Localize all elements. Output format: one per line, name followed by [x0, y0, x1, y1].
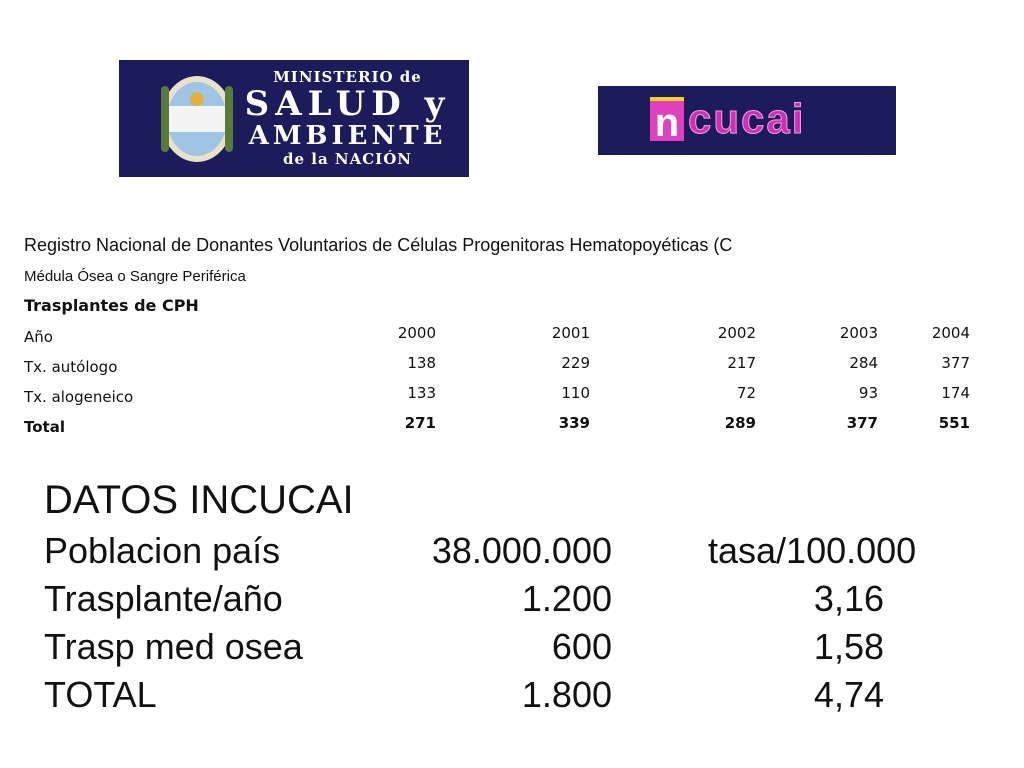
table-cell: 72	[736, 384, 756, 402]
datos-label: TOTAL	[44, 674, 157, 715]
ministerio-line4: de la NACIÓN	[283, 150, 412, 168]
table-cell: 217	[727, 354, 756, 372]
datos-value: 600	[551, 626, 612, 667]
ministerio-line1: MINISTERIO de	[273, 68, 422, 86]
ministerio-logo	[119, 60, 469, 177]
table-cell: 377	[941, 354, 970, 372]
datos-label: Trasplante/año	[44, 578, 283, 619]
year-cell: 2000	[397, 324, 436, 342]
year-cell: 2003	[839, 324, 878, 342]
table-cell: 284	[849, 354, 878, 372]
incucai-n-letter: n	[650, 97, 684, 141]
registry-subtitle: Médula Ósea o Sangre Periférica	[24, 268, 246, 285]
year-header-label: Año	[24, 328, 53, 346]
datos-row	[0, 530, 1024, 576]
datos-rate-header: tasa/100.000	[708, 530, 917, 571]
datos-label: Poblacion país	[44, 530, 281, 571]
datos-row	[0, 626, 1024, 672]
datos-rate: 3,16	[813, 578, 884, 619]
table-row	[0, 354, 1024, 378]
table-cell: 133	[407, 384, 436, 402]
cph-section-title: Trasplantes de CPH	[24, 296, 199, 315]
row-label: Tx. alogeneico	[24, 388, 134, 406]
table-cell: 551	[938, 414, 970, 432]
coat-of-arms-icon	[161, 76, 233, 162]
table-cell: 138	[407, 354, 436, 372]
year-cell: 2002	[717, 324, 756, 342]
row-label: Tx. autólogo	[24, 358, 118, 376]
table-cell: 110	[561, 384, 590, 402]
table-row	[0, 384, 1024, 408]
datos-row	[0, 578, 1024, 624]
incucai-logo	[598, 86, 896, 155]
datos-rate: 1,58	[813, 626, 884, 667]
table-cell: 377	[846, 414, 878, 432]
incucai-rest-letters: cucai	[688, 95, 806, 142]
datos-title: DATOS INCUCAI	[44, 478, 354, 522]
table-cell: 289	[724, 414, 756, 432]
year-cell: 2001	[551, 324, 590, 342]
datos-value: 38.000.000	[431, 530, 612, 571]
ministerio-line3: AMBIENTE	[248, 121, 447, 151]
table-cell: 271	[404, 414, 436, 432]
row-label: Total	[24, 418, 65, 436]
datos-label: Trasp med osea	[44, 626, 303, 667]
incucai-wordmark	[650, 95, 806, 145]
table-cell: 174	[941, 384, 970, 402]
table-cell: 229	[561, 354, 590, 372]
registry-title: Registro Nacional de Donantes Voluntarios de Células Progenitoras Hematopoyéticas (C	[24, 235, 733, 255]
ministerio-logo-text	[235, 68, 460, 168]
table-total-row	[0, 414, 1024, 438]
table-cell: 339	[558, 414, 590, 432]
datos-row	[0, 674, 1024, 720]
ministerio-line2: SALUD y	[244, 84, 451, 124]
datos-rate: 4,74	[813, 674, 884, 715]
table-cell: 93	[858, 384, 878, 402]
table-header-row	[0, 324, 1024, 348]
datos-value: 1.200	[521, 578, 612, 619]
datos-value: 1.800	[521, 674, 612, 715]
year-cell: 2004	[931, 324, 970, 342]
